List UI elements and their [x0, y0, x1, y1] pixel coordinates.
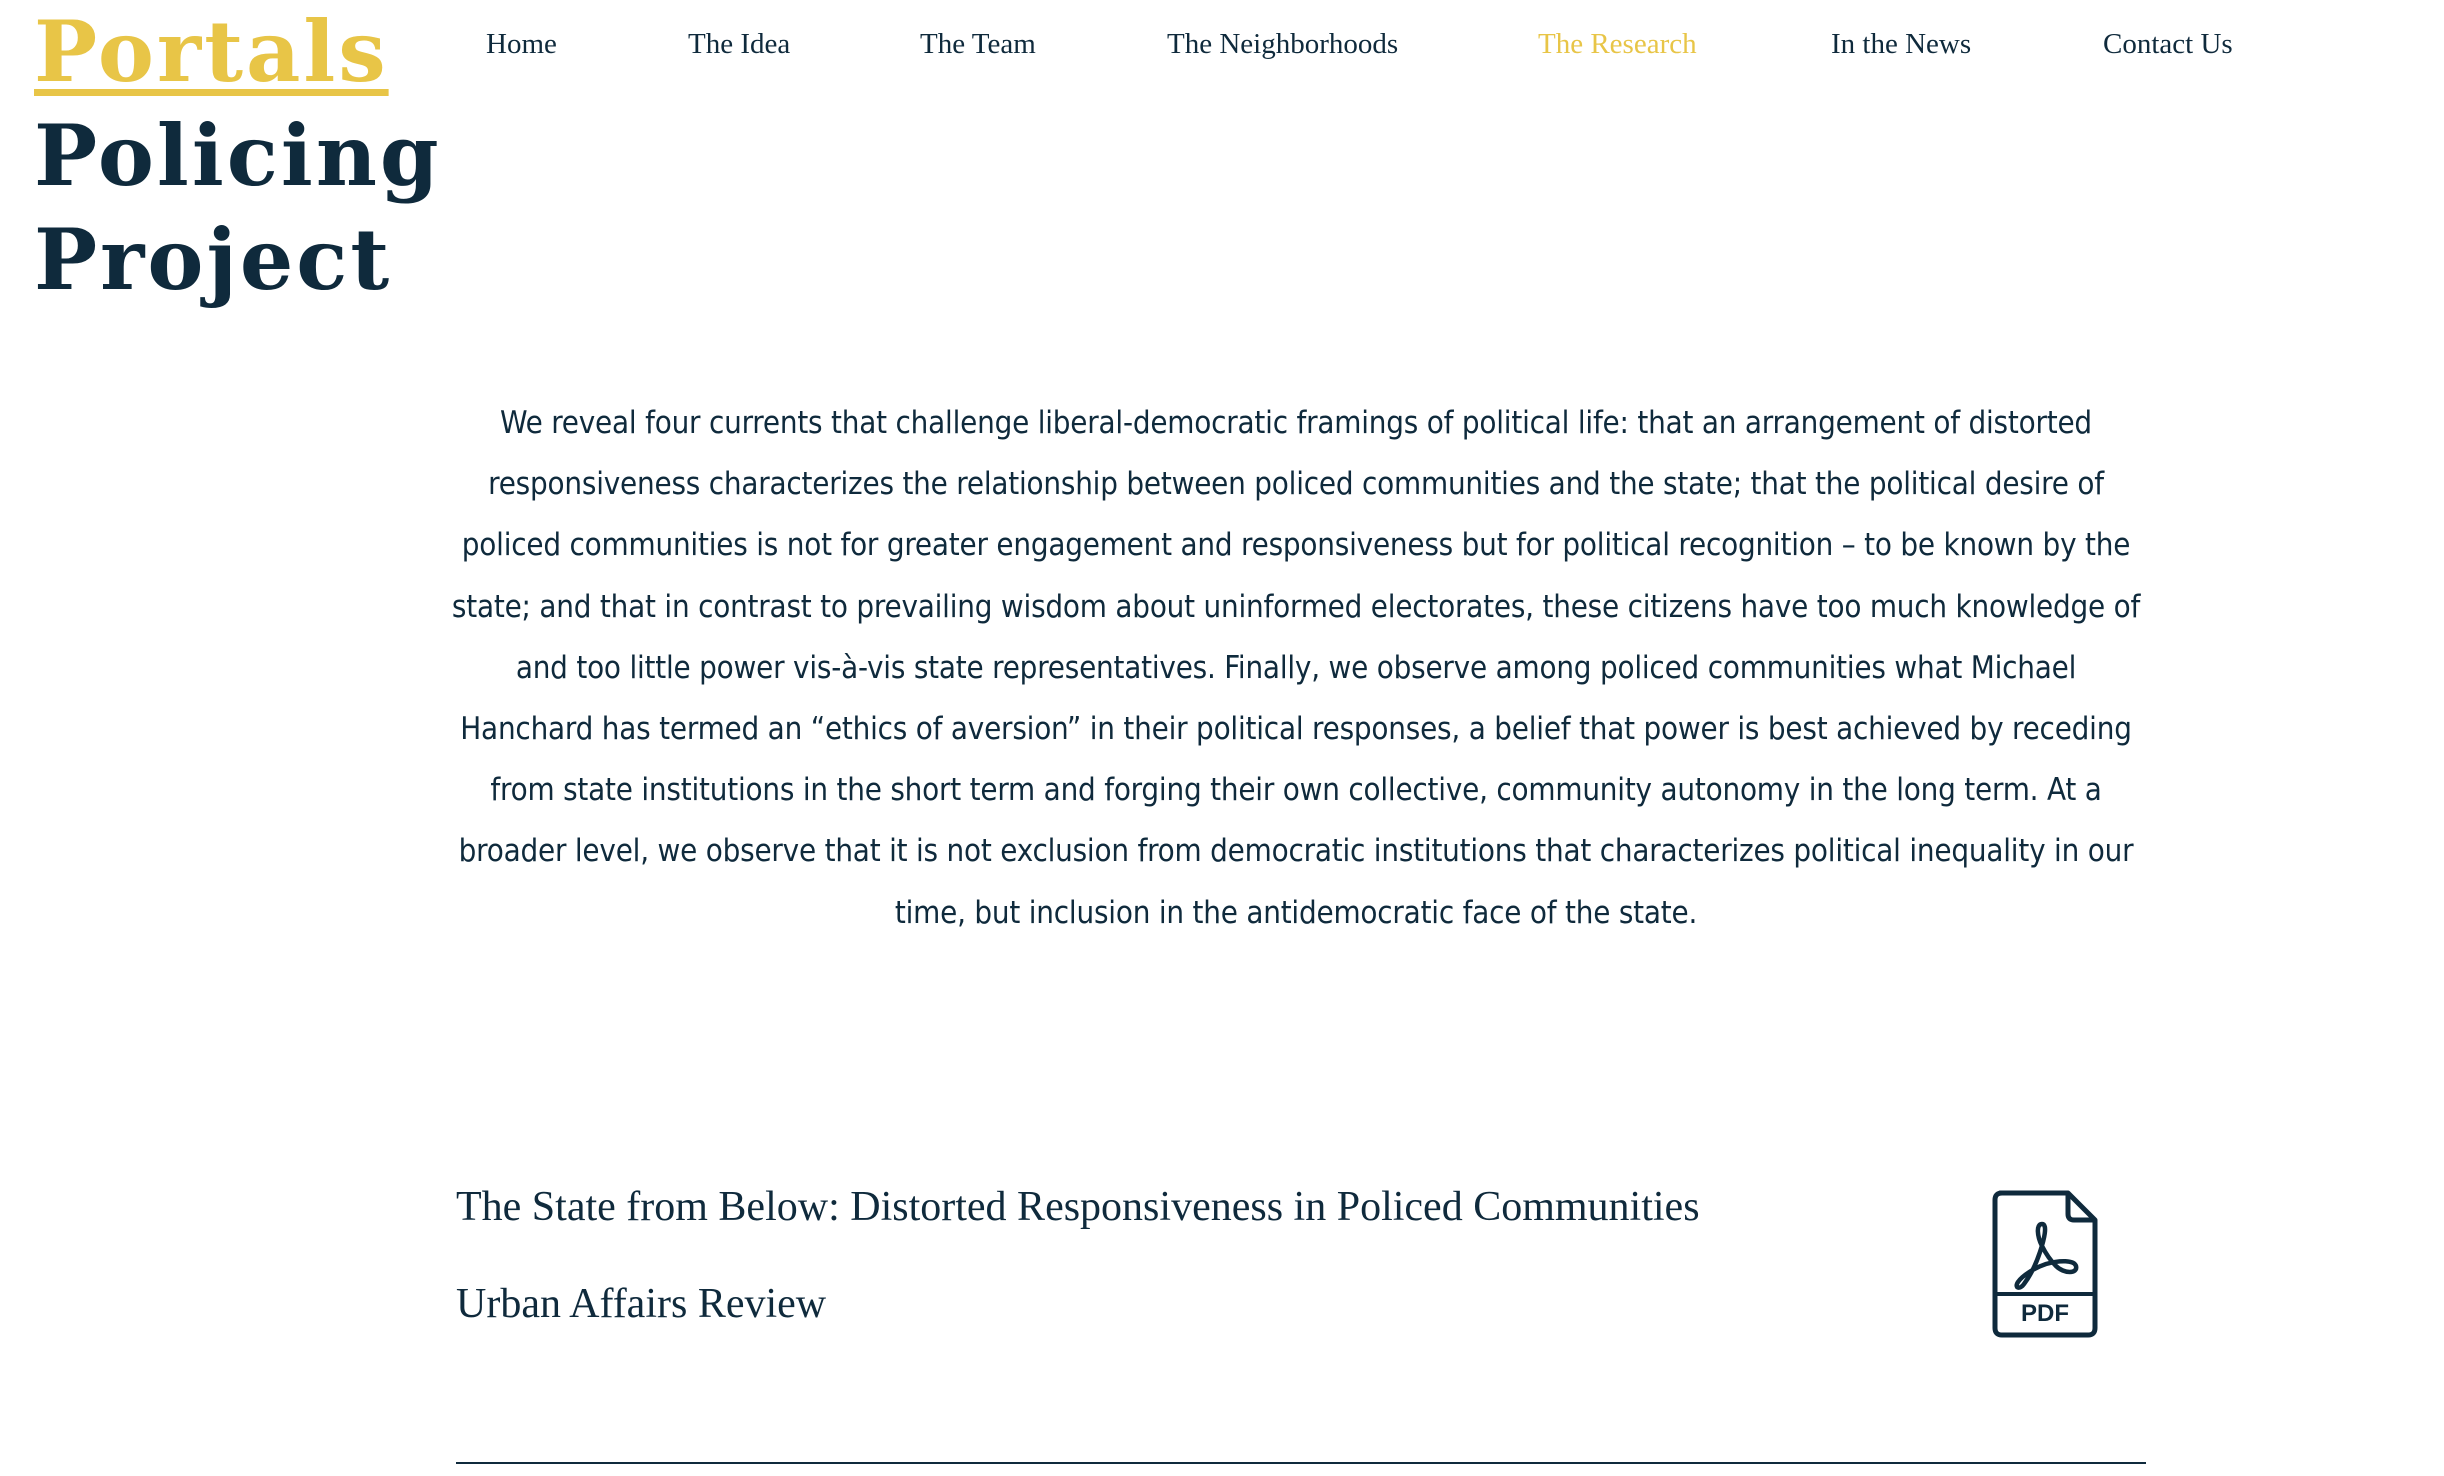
logo-line-policing: Policing [34, 106, 442, 205]
logo-line-project: Project [34, 210, 393, 309]
nav-in-the-news[interactable]: In the News [1831, 28, 1972, 60]
nav-home[interactable]: Home [486, 28, 557, 60]
publication-title: The State from Below: Distorted Responsiveness in Policed Communities [456, 1184, 1700, 1230]
pdf-icon-label: PDF [2021, 1300, 2069, 1327]
pdf-file-icon [1990, 1190, 2100, 1338]
nav-contact-us[interactable]: Contact Us [2103, 28, 2233, 60]
nav-the-idea[interactable]: The Idea [688, 28, 791, 60]
nav-the-research[interactable]: The Research [1538, 28, 1697, 60]
nav-the-neighborhoods[interactable]: The Neighborhoods [1167, 28, 1399, 60]
section-divider [456, 1462, 2146, 1464]
publication-journal: Urban Affairs Review [456, 1281, 827, 1327]
site-logo[interactable] [34, 0, 442, 312]
nav-the-team[interactable]: The Team [920, 28, 1036, 60]
research-abstract: We reveal four currents that challenge liberal-democratic framings of political life: that an arrangement of distorted responsiveness characterizes the relationship between policed communities and the state; that the political desire of policed communities is not for greater engagement and responsiveness but for political recognition – to be known by the state; and that in contrast to prevailing wisdom about uninformed electorates, these citizens have too much knowledge of and too little power vis-à-vis state representatives. Finally, we observe among policed communities what Michael Hanchard has termed an “ethics of aversion” in their political responses, a belief that power is best achieved by receding from state institutions in the short term and forging their own collective, community autonomy in the long term. At a broader level, we observe that it is not exclusion from democratic institutions that characterizes political inequality in our time, but inclusion in the antidemocratic face of the state. [451, 405, 2141, 931]
pdf-download-link[interactable] [1990, 1190, 2100, 1338]
logo-line-portals[interactable]: Portals [34, 2, 389, 101]
